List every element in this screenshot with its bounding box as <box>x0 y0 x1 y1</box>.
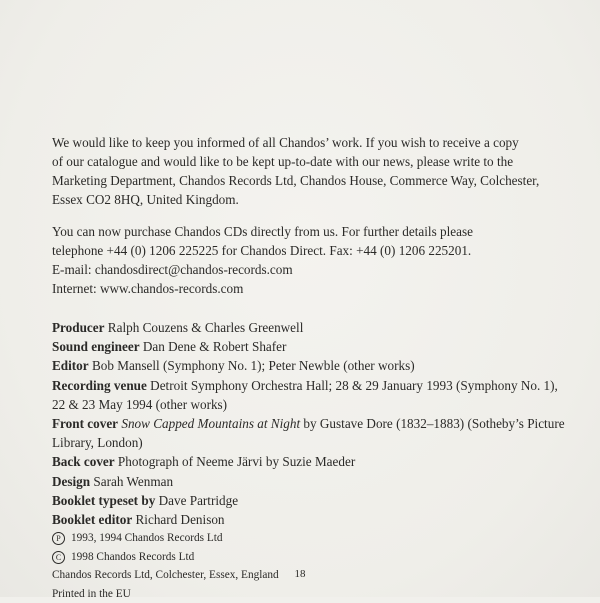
credit-value: Detroit Symphony Orchestra Hall; 28 & 29 January 1993 (Symphony No. 1), <box>150 377 558 393</box>
credit-value: Library, London) <box>52 435 143 451</box>
credit-sound-engineer <box>52 337 572 356</box>
credit-value: Dan Dene & Robert Shafer <box>142 339 287 355</box>
credit-label: Back cover <box>52 454 115 470</box>
copyright-icon: C <box>52 551 65 564</box>
credit-recording-venue <box>52 376 572 395</box>
credit-value: 22 & 23 May 1994 (other works) <box>52 396 228 412</box>
credit-booklet-typeset <box>52 491 572 510</box>
newsletter-line-1: We would like to keep you informed of all Chandos’ work. If you wish to receive a copy <box>52 135 519 150</box>
printed-line: Printed in the EU <box>52 587 131 600</box>
newsletter-line-3: Marketing Department, Chandos Records Ltd, Chandos House, Commerce Way, Colchester, <box>52 173 540 188</box>
credit-recording-venue-cont <box>52 395 572 414</box>
credit-design <box>52 472 572 491</box>
credit-label: Booklet typeset by <box>52 492 156 508</box>
copyright-line <box>52 548 572 567</box>
purchase-line-2: telephone +44 (0) 1206 225225 for Chandos Direct. Fax: +44 (0) 1206 225201. <box>52 243 472 258</box>
credit-back-cover <box>52 452 572 471</box>
credit-producer <box>52 318 572 337</box>
credit-label: Front cover <box>52 416 119 432</box>
page-content <box>52 133 572 603</box>
credit-label: Producer <box>52 320 105 335</box>
purchase-line-1: You can now purchase Chandos CDs directly from us. For further details please <box>52 224 473 239</box>
credit-value: Ralph Couzens & Charles Greenwell <box>107 320 304 335</box>
credit-value: Sarah Wenman <box>93 473 174 489</box>
artwork-title: Snow Capped Mountains at Night <box>121 416 301 432</box>
credits-list <box>52 318 572 603</box>
internet-line: Internet: www.chandos-records.com <box>52 281 244 296</box>
credit-booklet-editor <box>52 510 572 529</box>
copyright-text: 1998 Chandos Records Ltd <box>71 550 195 563</box>
newsletter-line-4: Essex CO2 8HQ, United Kingdom. <box>52 192 239 207</box>
credit-value: Richard Denison <box>135 512 225 528</box>
credit-label: Booklet editor <box>52 512 133 528</box>
phonogram-text: 1993, 1994 Chandos Records Ltd <box>71 532 223 545</box>
credit-front-cover <box>52 414 572 433</box>
email-line: E-mail: chandosdirect@chandos-records.com <box>52 262 293 277</box>
purchase-paragraph <box>52 222 572 298</box>
phonogram-line <box>52 529 572 548</box>
credit-value: Dave Partridge <box>158 492 239 508</box>
credit-label: Sound engineer <box>52 339 140 355</box>
credit-value: Photograph of Neeme Järvi by Suzie Maeder <box>117 454 356 470</box>
newsletter-line-2: of our catalogue and would like to be kept up-to-date with our news, please write to the <box>52 154 514 169</box>
credit-label: Design <box>52 473 91 489</box>
newsletter-paragraph <box>52 133 572 209</box>
credit-value: Bob Mansell (Symphony No. 1); Peter Newble (other works) <box>91 358 415 374</box>
page-number: 18 <box>294 568 306 580</box>
credit-label: Recording venue <box>52 377 147 393</box>
credit-editor <box>52 356 572 375</box>
credit-label: Editor <box>52 358 89 374</box>
phonogram-icon: P <box>52 532 65 545</box>
address-line: Chandos Records Ltd, Colchester, Essex, England <box>52 569 279 582</box>
credit-value: by Gustave Dore (1832–1883) (Sotheby’s Picture <box>303 416 565 432</box>
credit-front-cover-cont <box>52 433 572 452</box>
